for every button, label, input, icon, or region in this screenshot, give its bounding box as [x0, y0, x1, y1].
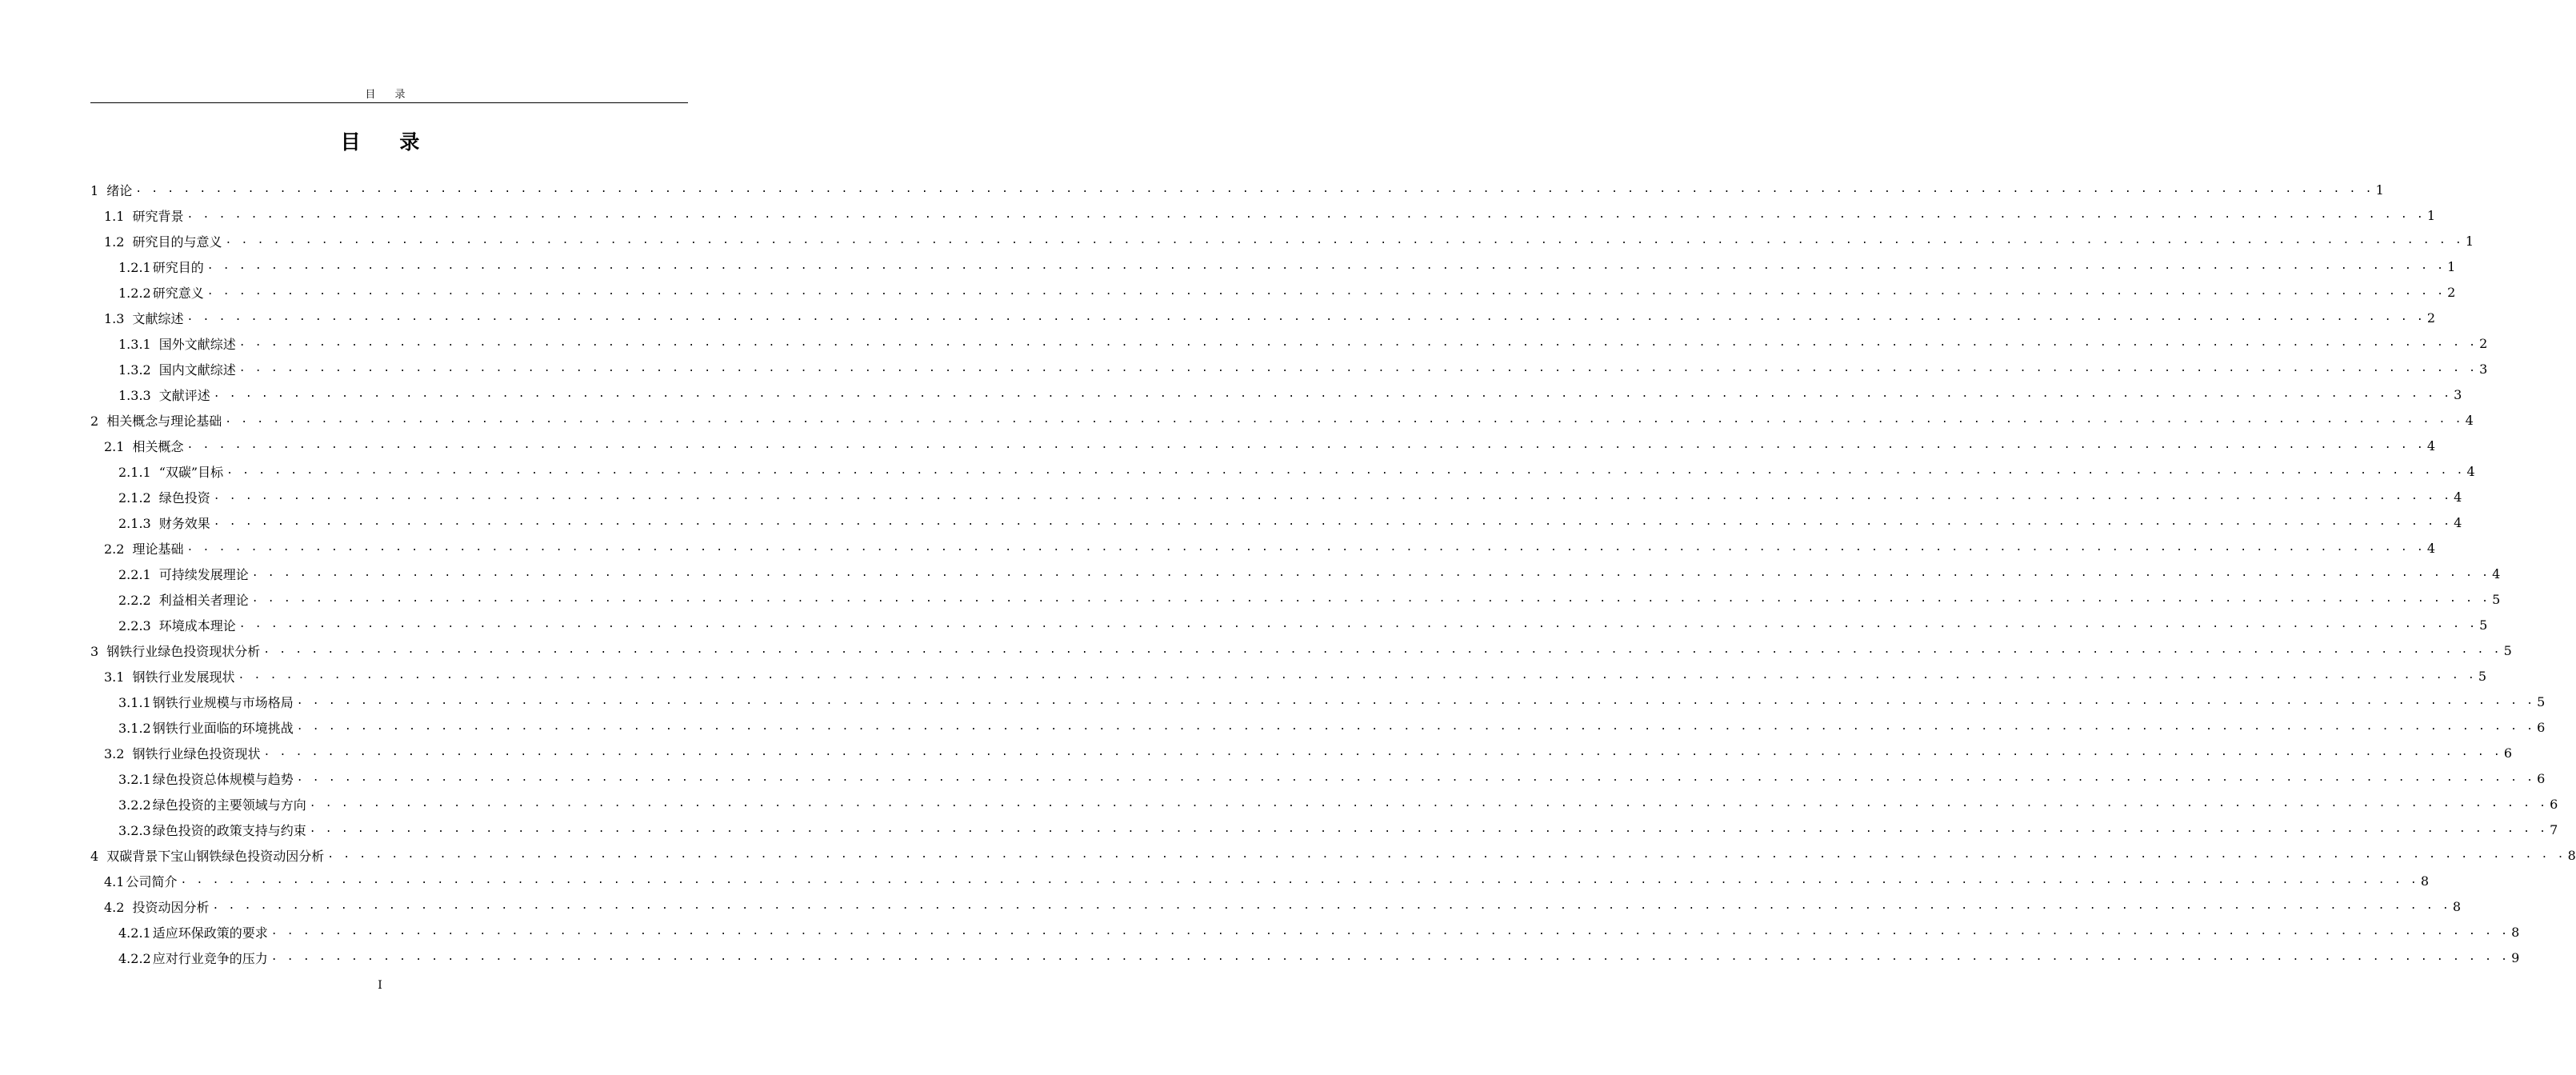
toc-entry-label [118, 590, 249, 609]
toc-entry-label [118, 514, 210, 532]
toc-entry-text: 钢铁行业绿色投资现状分析 [106, 643, 261, 659]
toc-entry-number: 1.3.1 [118, 336, 151, 352]
toc-entry[interactable] [90, 612, 2488, 637]
dot-leader: . . . . . . . . . . . . . . . . . . . . . . . . . . . . . . . . . . . . . . . . . . . . . . . . . . . . . . . . . . . . . . . . . . . . . . . . . . . . . . . . . . . . . . . . . . . . . . . . . . . . . . . . . . . . . . . . . . . . . . . . . . . . . . . . . . . . . . . . . . . . [226, 465, 2465, 477]
toc-entry[interactable] [90, 305, 2436, 330]
dot-leader: . . . . . . . . . . . . . . . . . . . . . . . . . . . . . . . . . . . . . . . . . . . . . . . . . . . . . . . . . . . . . . . . . . . . . . . . . . . . . . . . . . . . . . . . . . . . . . . . . . . . . . . . . . . . . . . . . . . . . . . . . . . . . . . . . . . . . . . . . . . . [186, 209, 2425, 221]
toc-entry-text: 相关概念 [132, 438, 184, 454]
toc-entry-page: 2 [2426, 310, 2436, 326]
toc-entry-number: 3 [90, 643, 99, 659]
dot-leader: . . . . . . . . . . . . . . . . . . . . . . . . . . . . . . . . . . . . . . . . . . . . . . . . . . . . . . . . . . . . . . . . . . . . . . . . . . . . . . . . . . . . . . . . . . . . . . . . . . . . . . . . . . . . . . . . . . . . . . . . . . . . . . . . . . . . . . . . . . . . [213, 516, 2452, 528]
dot-leader: . . . . . . . . . . . . . . . . . . . . . . . . . . . . . . . . . . . . . . . . . . . . . . . . . . . . . . . . . . . . . . . . . . . . . . . . . . . . . . . . . . . . . . . . . . . . . . . . . . . . . . . . . . . . . . . . . . . . . . . . . . . . . . . . . . . . . . . . . . . . [180, 874, 2418, 886]
toc-entry-text: 研究意义 [152, 285, 204, 301]
toc-entry-label [90, 641, 260, 660]
dot-leader: . . . . . . . . . . . . . . . . . . . . . . . . . . . . . . . . . . . . . . . . . . . . . . . . . . . . . . . . . . . . . . . . . . . . . . . . . . . . . . . . . . . . . . . . . . . . . . . . . . . . . . . . . . . . . . . . . . . . . . . . . . . . . . . . . . . . . . . . . . . . [296, 695, 2535, 707]
toc-entry-label [104, 232, 222, 250]
toc-entry[interactable] [90, 356, 2488, 382]
dot-leader: . . . . . . . . . . . . . . . . . . . . . . . . . . . . . . . . . . . . . . . . . . . . . . . . . . . . . . . . . . . . . . . . . . . . . . . . . . . . . . . . . . . . . . . . . . . . . . . . . . . . . . . . . . . . . . . . . . . . . . . . . . . . . . . . . . . . . . . . . . . . [296, 721, 2535, 733]
toc-entry-page: 4 [2426, 540, 2436, 556]
dot-leader: . . . . . . . . . . . . . . . . . . . . . . . . . . . . . . . . . . . . . . . . . . . . . . . . . . . . . . . . . . . . . . . . . . . . . . . . . . . . . . . . . . . . . . . . . . . . . . . . . . . . . . . . . . . . . . . . . . . . . . . . . . . . . . . . . . . . . . . . . . . . [238, 362, 2478, 374]
dot-leader: . . . . . . . . . . . . . . . . . . . . . . . . . . . . . . . . . . . . . . . . . . . . . . . . . . . . . . . . . . . . . . . . . . . . . . . . . . . . . . . . . . . . . . . . . . . . . . . . . . . . . . . . . . . . . . . . . . . . . . . . . . . . . . . . . . . . . . . . . . . . [270, 951, 2510, 963]
toc-entry-text: 研究背景 [132, 208, 184, 224]
toc-entry-text: 理论基础 [132, 541, 184, 557]
toc-entry-text: 绿色投资 [158, 490, 210, 506]
toc-entry-number: 2.1.3 [118, 515, 151, 531]
toc-entry-text: 绿色投资的政策支持与约束 [152, 822, 306, 838]
page-number: I [378, 979, 382, 992]
toc-entry-number: 2.2.2 [118, 592, 151, 608]
dot-leader: . . . . . . . . . . . . . . . . . . . . . . . . . . . . . . . . . . . . . . . . . . . . . . . . . . . . . . . . . . . . . . . . . . . . . . . . . . . . . . . . . . . . . . . . . . . . . . . . . . . . . . . . . . . . . . . . . . . . . . . . . . . . . . . . . . . . . . . . . . . . [263, 644, 2502, 656]
toc-entry-text: 利益相关者理论 [158, 592, 249, 608]
toc-entry-page: 4 [2492, 565, 2501, 581]
toc-entry-page: 6 [2503, 745, 2513, 761]
toc-entry-page: 4 [2454, 514, 2462, 530]
toc-entry-page: 7 [2550, 821, 2558, 837]
toc-entry-label [118, 693, 294, 711]
toc-entry-label [90, 411, 222, 430]
toc-entry-page: 4 [2454, 489, 2462, 505]
toc-entry-label [118, 488, 210, 506]
toc-entry-label [104, 872, 177, 890]
toc-entry-page: 8 [2567, 847, 2576, 863]
toc-entry-number: 3.1.1 [118, 694, 151, 710]
toc-entry-number: 4.2.1 [118, 925, 151, 941]
toc-entry-number: 2.1.1 [118, 464, 151, 480]
toc-entry-label [118, 949, 268, 967]
toc-entry-page: 5 [2478, 668, 2487, 684]
toc-entry[interactable] [90, 458, 2475, 484]
toc-entry-label [118, 923, 268, 941]
dot-leader: . . . . . . . . . . . . . . . . . . . . . . . . . . . . . . . . . . . . . . . . . . . . . . . . . . . . . . . . . . . . . . . . . . . . . . . . . . . . . . . . . . . . . . . . . . . . . . . . . . . . . . . . . . . . . . . . . . . . . . . . . . . . . . . . . . . . . . . . . . . . [135, 183, 2374, 195]
dot-leader: . . . . . . . . . . . . . . . . . . . . . . . . . . . . . . . . . . . . . . . . . . . . . . . . . . . . . . . . . . . . . . . . . . . . . . . . . . . . . . . . . . . . . . . . . . . . . . . . . . . . . . . . . . . . . . . . . . . . . . . . . . . . . . . . . . . . . . . . . . . . [270, 925, 2510, 937]
dot-leader: . . . . . . . . . . . . . . . . . . . . . . . . . . . . . . . . . . . . . . . . . . . . . . . . . . . . . . . . . . . . . . . . . . . . . . . . . . . . . . . . . . . . . . . . . . . . . . . . . . . . . . . . . . . . . . . . . . . . . . . . . . . . . . . . . . . . . . . . . . . . [238, 618, 2478, 630]
dot-leader: . . . . . . . . . . . . . . . . . . . . . . . . . . . . . . . . . . . . . . . . . . . . . . . . . . . . . . . . . . . . . . . . . . . . . . . . . . . . . . . . . . . . . . . . . . . . . . . . . . . . . . . . . . . . . . . . . . . . . . . . . . . . . . . . . . . . . . . . . . . . [213, 490, 2452, 502]
toc-entry-label [104, 539, 183, 557]
toc-entry-number: 3.2.1 [118, 771, 151, 787]
toc-entry[interactable] [90, 330, 2488, 356]
toc-entry[interactable] [90, 177, 2384, 202]
toc-entry[interactable] [90, 407, 2474, 433]
toc-entry-text: 国外文献综述 [158, 336, 236, 352]
toc-entry[interactable] [90, 382, 2462, 407]
toc-entry-text: 国内文献综述 [158, 362, 236, 378]
toc-entry[interactable] [90, 791, 2558, 817]
toc-entry-label [118, 258, 204, 276]
toc-entry-label [118, 718, 294, 737]
dot-leader: . . . . . . . . . . . . . . . . . . . . . . . . . . . . . . . . . . . . . . . . . . . . . . . . . . . . . . . . . . . . . . . . . . . . . . . . . . . . . . . . . . . . . . . . . . . . . . . . . . . . . . . . . . . . . . . . . . . . . . . . . . . . . . . . . . . . . . . . . . . . [251, 593, 2490, 605]
toc-entry[interactable] [90, 817, 2558, 842]
toc-entry-text: 绿色投资总体规模与趋势 [152, 771, 294, 787]
toc-entry-text: 研究目的 [152, 259, 204, 275]
toc-entry-number: 2.1 [104, 438, 125, 454]
toc-entry-text: 钢铁行业面临的环境挑战 [152, 720, 294, 736]
toc-entry-text: 文献评述 [158, 387, 210, 403]
running-header-title: 目 录 [365, 89, 414, 101]
toc-entry[interactable] [90, 228, 2474, 254]
toc-entry-text: 研究目的与意义 [132, 234, 222, 250]
toc-entry-page: 3 [2454, 386, 2462, 402]
toc-entry[interactable] [90, 254, 2456, 279]
toc-entry-page: 4 [2426, 438, 2436, 454]
toc-entry-page: 8 [2511, 924, 2520, 940]
toc-entry[interactable] [90, 433, 2436, 458]
toc-entry-page: 3 [2479, 361, 2488, 377]
toc-entry-page: 2 [2479, 335, 2488, 351]
toc-entry-page: 6 [2537, 719, 2546, 735]
dot-leader: . . . . . . . . . . . . . . . . . . . . . . . . . . . . . . . . . . . . . . . . . . . . . . . . . . . . . . . . . . . . . . . . . . . . . . . . . . . . . . . . . . . . . . . . . . . . . . . . . . . . . . . . . . . . . . . . . . . . . . . . . . . . . . . . . . . . . . . . . . . . [251, 567, 2490, 579]
toc-entry[interactable] [90, 586, 2501, 612]
dot-leader: . . . . . . . . . . . . . . . . . . . . . . . . . . . . . . . . . . . . . . . . . . . . . . . . . . . . . . . . . . . . . . . . . . . . . . . . . . . . . . . . . . . . . . . . . . . . . . . . . . . . . . . . . . . . . . . . . . . . . . . . . . . . . . . . . . . . . . . . . . . . [225, 234, 2463, 246]
toc-entry[interactable] [90, 842, 2576, 868]
dot-leader: . . . . . . . . . . . . . . . . . . . . . . . . . . . . . . . . . . . . . . . . . . . . . . . . . . . . . . . . . . . . . . . . . . . . . . . . . . . . . . . . . . . . . . . . . . . . . . . . . . . . . . . . . . . . . . . . . . . . . . . . . . . . . . . . . . . . . . . . . . . . [238, 669, 2476, 681]
toc-entry-text: 双碳背景下宝山钢铁绿色投资动因分析 [106, 848, 325, 864]
toc-entry-text: 相关概念与理论基础 [106, 413, 222, 429]
toc-title: 目 录 [340, 130, 436, 154]
toc-entry-text: 投资动因分析 [132, 899, 210, 915]
toc-entry-page: 5 [2503, 642, 2512, 658]
toc-entry[interactable] [90, 663, 2487, 689]
dot-leader: . . . . . . . . . . . . . . . . . . . . . . . . . . . . . . . . . . . . . . . . . . . . . . . . . . . . . . . . . . . . . . . . . . . . . . . . . . . . . . . . . . . . . . . . . . . . . . . . . . . . . . . . . . . . . . . . . . . . . . . . . . . . . . . . . . . . . . . . . . . . [186, 541, 2425, 553]
toc-entry-page: 6 [2537, 770, 2546, 786]
toc-entry-number: 4.2.2 [118, 950, 151, 966]
toc-entry-number: 3.2.3 [118, 822, 151, 838]
toc-entry-text: 应对行业竞争的压力 [152, 950, 268, 966]
toc-entry-number: 1.3.3 [118, 387, 151, 403]
toc-entry-label [104, 744, 260, 762]
toc-entry-number: 1.3.2 [118, 362, 151, 378]
dot-leader: . . . . . . . . . . . . . . . . . . . . . . . . . . . . . . . . . . . . . . . . . . . . . . . . . . . . . . . . . . . . . . . . . . . . . . . . . . . . . . . . . . . . . . . . . . . . . . . . . . . . . . . . . . . . . . . . . . . . . . . . . . . . . . . . . . . . . . . . . . . . [309, 823, 2548, 835]
toc-entry[interactable] [90, 279, 2456, 305]
toc-entry-number: 1 [90, 182, 99, 198]
toc-entry-page: 1 [2465, 233, 2474, 249]
toc-entry-page: 8 [2420, 873, 2430, 889]
toc-entry-text: 钢铁行业绿色投资现状 [132, 745, 261, 761]
dot-leader: . . . . . . . . . . . . . . . . . . . . . . . . . . . . . . . . . . . . . . . . . . . . . . . . . . . . . . . . . . . . . . . . . . . . . . . . . . . . . . . . . . . . . . . . . . . . . . . . . . . . . . . . . . . . . . . . . . . . . . . . . . . . . . . . . . . . . . . . . . . . [327, 849, 2566, 861]
toc-entry-text: 绿色投资的主要领域与方向 [152, 797, 306, 813]
toc-entry-page: 5 [2492, 591, 2501, 607]
toc-entry-page: 5 [2537, 693, 2546, 709]
toc-entry-label [104, 667, 234, 685]
toc-entry-text: 财务效果 [158, 515, 210, 531]
toc-entry-label [118, 565, 249, 583]
dot-leader: . . . . . . . . . . . . . . . . . . . . . . . . . . . . . . . . . . . . . . . . . . . . . . . . . . . . . . . . . . . . . . . . . . . . . . . . . . . . . . . . . . . . . . . . . . . . . . . . . . . . . . . . . . . . . . . . . . . . . . . . . . . . . . . . . . . . . . . . . . . . [206, 286, 2446, 298]
toc-entry[interactable] [90, 740, 2513, 765]
toc-entry-number: 2.2.1 [118, 566, 151, 582]
toc-entry-label [118, 360, 236, 378]
toc-entry-number: 1.2.2 [118, 285, 151, 301]
toc-entry[interactable] [90, 689, 2546, 714]
toc-entry-label [90, 181, 132, 199]
toc-entry-page: 4 [2465, 412, 2474, 428]
toc-entry[interactable] [90, 765, 2546, 791]
toc-entry-number: 3.1 [104, 669, 125, 685]
toc-entry-page: 1 [2375, 182, 2384, 198]
toc-entry-page: 6 [2550, 796, 2558, 812]
toc-entry-text: 绪论 [106, 182, 133, 198]
toc-entry-number: 1.2 [104, 234, 125, 250]
toc-entry-text: 文献综述 [132, 310, 184, 326]
dot-leader: . . . . . . . . . . . . . . . . . . . . . . . . . . . . . . . . . . . . . . . . . . . . . . . . . . . . . . . . . . . . . . . . . . . . . . . . . . . . . . . . . . . . . . . . . . . . . . . . . . . . . . . . . . . . . . . . . . . . . . . . . . . . . . . . . . . . . . . . . . . . [296, 772, 2535, 784]
toc-entry-label [104, 897, 209, 916]
toc-entry-number: 4.1 [104, 873, 125, 889]
dot-leader: . . . . . . . . . . . . . . . . . . . . . . . . . . . . . . . . . . . . . . . . . . . . . . . . . . . . . . . . . . . . . . . . . . . . . . . . . . . . . . . . . . . . . . . . . . . . . . . . . . . . . . . . . . . . . . . . . . . . . . . . . . . . . . . . . . . . . . . . . . . . [206, 260, 2446, 272]
dot-leader: . . . . . . . . . . . . . . . . . . . . . . . . . . . . . . . . . . . . . . . . . . . . . . . . . . . . . . . . . . . . . . . . . . . . . . . . . . . . . . . . . . . . . . . . . . . . . . . . . . . . . . . . . . . . . . . . . . . . . . . . . . . . . . . . . . . . . . . . . . . . [309, 797, 2548, 809]
toc-entry[interactable] [90, 202, 2436, 228]
toc-entry-number: 1.3 [104, 310, 125, 326]
toc-entry-text: 钢铁行业规模与市场格局 [152, 694, 294, 710]
toc-entry-number: 2.1.2 [118, 490, 151, 506]
table-of-contents [90, 177, 2576, 977]
toc-entry-page: 4 [2466, 463, 2475, 479]
toc-entry[interactable] [90, 714, 2546, 740]
toc-entry-label [118, 283, 204, 302]
toc-entry-label [118, 334, 236, 353]
toc-entry-page: 1 [2447, 258, 2456, 274]
toc-entry-number: 2.2 [104, 541, 125, 557]
toc-entry-number: 2.2.3 [118, 617, 151, 633]
running-header [90, 86, 688, 103]
toc-entry-text: 公司简介 [126, 873, 178, 889]
toc-entry[interactable] [90, 945, 2520, 970]
toc-entry-label [104, 206, 183, 225]
toc-entry[interactable] [90, 484, 2462, 510]
toc-entry-label [118, 821, 306, 839]
toc-entry-page: 9 [2511, 949, 2520, 965]
toc-entry-text: “双碳”目标 [158, 464, 224, 480]
toc-entry-number: 3.2 [104, 745, 125, 761]
dot-leader: . . . . . . . . . . . . . . . . . . . . . . . . . . . . . . . . . . . . . . . . . . . . . . . . . . . . . . . . . . . . . . . . . . . . . . . . . . . . . . . . . . . . . . . . . . . . . . . . . . . . . . . . . . . . . . . . . . . . . . . . . . . . . . . . . . . . . . . . . . . . [263, 746, 2502, 758]
toc-entry[interactable] [90, 893, 2462, 919]
toc-entry-label [90, 846, 324, 865]
toc-entry-label [118, 616, 236, 634]
toc-entry-label [118, 795, 306, 813]
toc-entry-number: 3.2.2 [118, 797, 151, 813]
toc-entry-page: 2 [2447, 284, 2456, 300]
dot-leader: . . . . . . . . . . . . . . . . . . . . . . . . . . . . . . . . . . . . . . . . . . . . . . . . . . . . . . . . . . . . . . . . . . . . . . . . . . . . . . . . . . . . . . . . . . . . . . . . . . . . . . . . . . . . . . . . . . . . . . . . . . . . . . . . . . . . . . . . . . . . [225, 414, 2463, 426]
toc-entry-text: 可持续发展理论 [158, 566, 249, 582]
toc-entry-text: 适应环保政策的要求 [152, 925, 268, 941]
toc-entry[interactable] [90, 561, 2501, 586]
toc-entry-page: 1 [2426, 207, 2436, 223]
toc-entry[interactable] [90, 510, 2462, 535]
toc-entry-label [118, 462, 223, 481]
toc-entry-text: 环境成本理论 [158, 617, 236, 633]
toc-entry-number: 1.1 [104, 208, 125, 224]
toc-entry-number: 4.2 [104, 899, 125, 915]
toc-entry-number: 2 [90, 413, 99, 429]
toc-entry-number: 1.2.1 [118, 259, 151, 275]
toc-entry-page: 8 [2452, 898, 2462, 914]
toc-entry[interactable] [90, 919, 2520, 945]
toc-entry[interactable] [90, 637, 2512, 663]
toc-entry-label [118, 769, 294, 788]
toc-entry-number: 4 [90, 848, 99, 864]
dot-leader: . . . . . . . . . . . . . . . . . . . . . . . . . . . . . . . . . . . . . . . . . . . . . . . . . . . . . . . . . . . . . . . . . . . . . . . . . . . . . . . . . . . . . . . . . . . . . . . . . . . . . . . . . . . . . . . . . . . . . . . . . . . . . . . . . . . . . . . . . . . . [213, 388, 2452, 400]
toc-entry[interactable] [90, 868, 2430, 893]
dot-leader: . . . . . . . . . . . . . . . . . . . . . . . . . . . . . . . . . . . . . . . . . . . . . . . . . . . . . . . . . . . . . . . . . . . . . . . . . . . . . . . . . . . . . . . . . . . . . . . . . . . . . . . . . . . . . . . . . . . . . . . . . . . . . . . . . . . . . . . . . . . . [212, 900, 2450, 912]
toc-entry-label [118, 386, 210, 404]
dot-leader: . . . . . . . . . . . . . . . . . . . . . . . . . . . . . . . . . . . . . . . . . . . . . . . . . . . . . . . . . . . . . . . . . . . . . . . . . . . . . . . . . . . . . . . . . . . . . . . . . . . . . . . . . . . . . . . . . . . . . . . . . . . . . . . . . . . . . . . . . . . . [186, 311, 2425, 323]
toc-entry-label [104, 437, 183, 455]
toc-entry-number: 3.1.2 [118, 720, 151, 736]
dot-leader: . . . . . . . . . . . . . . . . . . . . . . . . . . . . . . . . . . . . . . . . . . . . . . . . . . . . . . . . . . . . . . . . . . . . . . . . . . . . . . . . . . . . . . . . . . . . . . . . . . . . . . . . . . . . . . . . . . . . . . . . . . . . . . . . . . . . . . . . . . . . [238, 337, 2478, 349]
toc-entry-page: 5 [2479, 617, 2488, 633]
toc-entry[interactable] [90, 535, 2436, 561]
toc-entry-text: 钢铁行业发展现状 [132, 669, 235, 685]
dot-leader: . . . . . . . . . . . . . . . . . . . . . . . . . . . . . . . . . . . . . . . . . . . . . . . . . . . . . . . . . . . . . . . . . . . . . . . . . . . . . . . . . . . . . . . . . . . . . . . . . . . . . . . . . . . . . . . . . . . . . . . . . . . . . . . . . . . . . . . . . . . . [186, 439, 2425, 451]
toc-entry-label [104, 309, 183, 327]
